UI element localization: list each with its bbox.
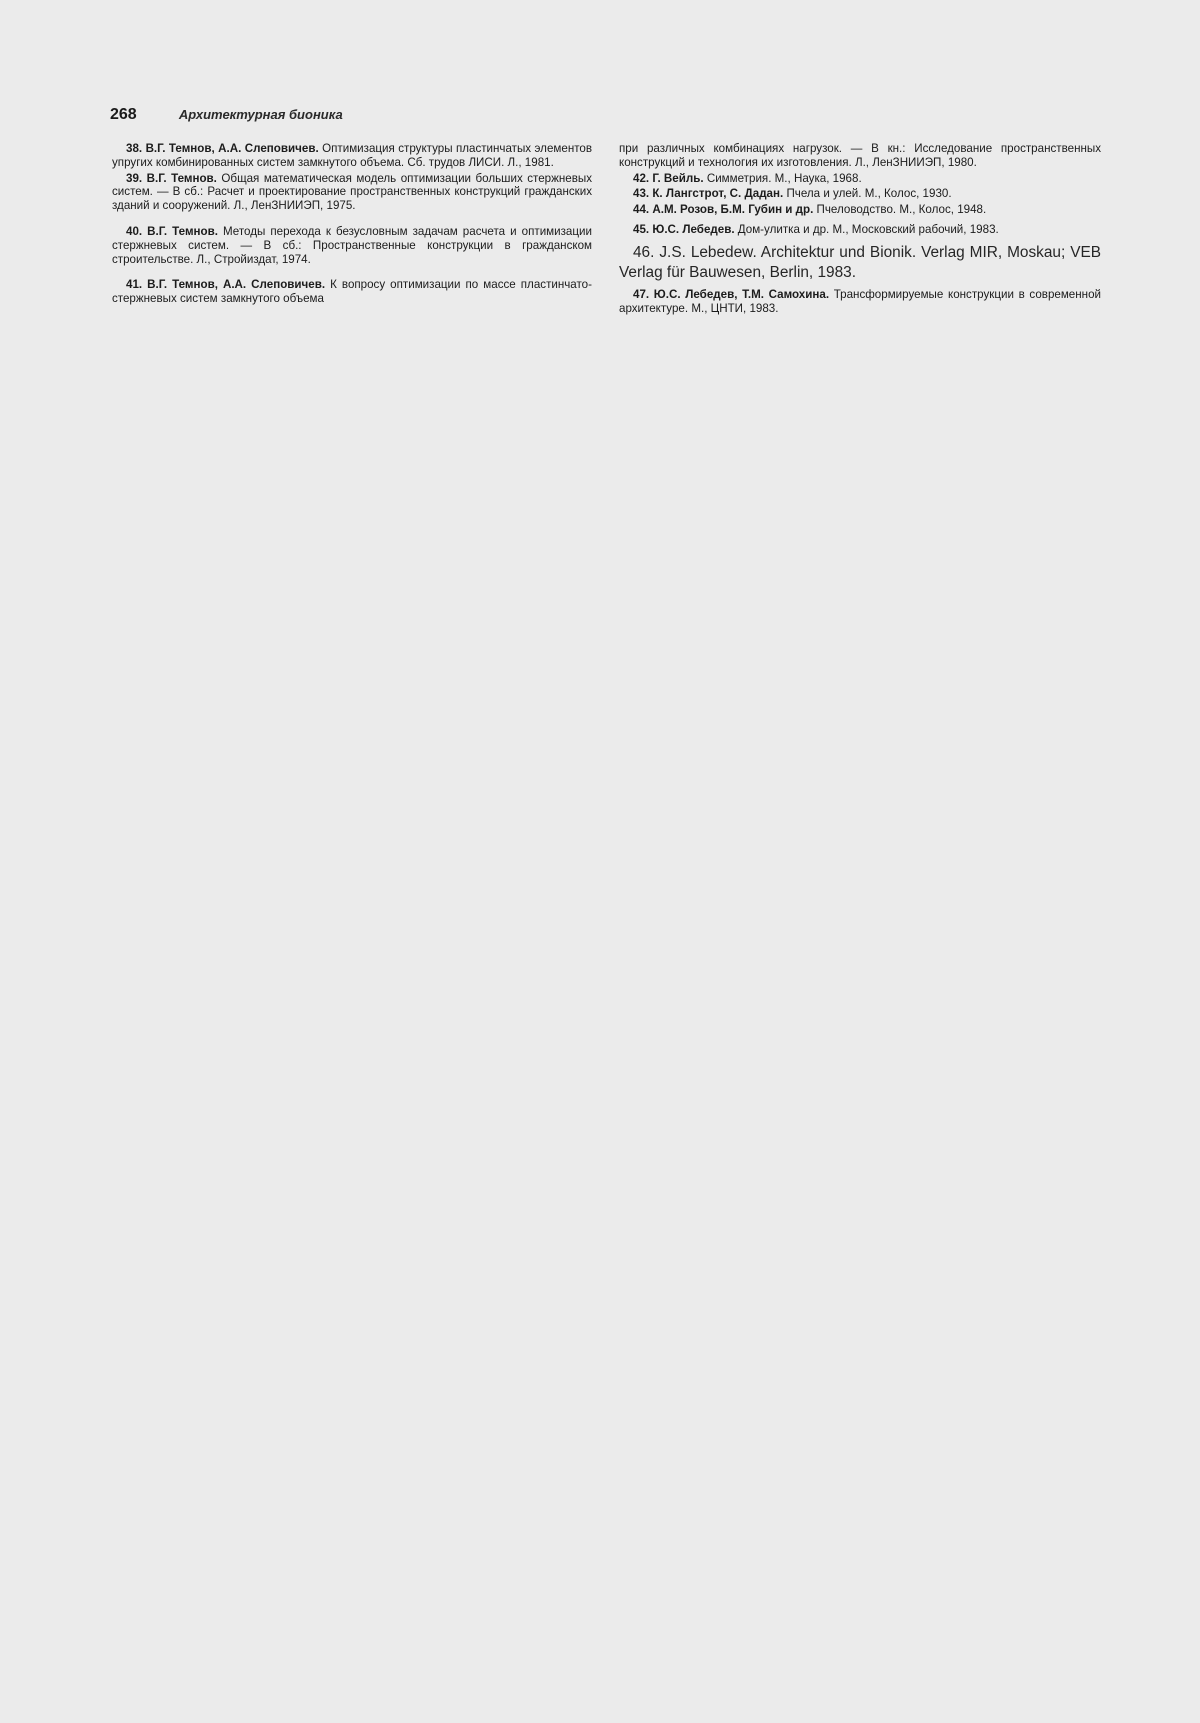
reference-number: 38. xyxy=(126,142,143,155)
page-number: 268 xyxy=(110,106,137,123)
reference-authors: В.Г. Темнов. xyxy=(146,171,217,185)
reference-authors: Г. Вейль. xyxy=(652,171,704,185)
reference-39 xyxy=(112,172,592,213)
reference-text: J.S. Lebedew. Architektur und Bionik. Verlag MIR, Moskau; VEB Verlag für Bauwesen, Berlin, 1983. xyxy=(619,243,1101,282)
reference-authors: В.Г. Темнов, А.А. Слеповичев. xyxy=(147,278,326,292)
reference-47 xyxy=(619,288,1101,316)
reference-text: Трансформируемые конструкции в современной архитектуре. М., ЦНТИ, 1983. xyxy=(619,287,1101,315)
reference-number: 43. xyxy=(633,187,650,201)
reference-text: Пчела и улей. М., Колос, 1930. xyxy=(786,187,952,201)
reference-41 xyxy=(112,278,592,306)
reference-text: К вопросу оптимизации по массе пластинчато-стержневых систем замкнутого объема xyxy=(112,278,592,306)
references-right-column xyxy=(619,142,1101,321)
reference-authors: В.Г. Темнов, А.А. Слеповичев. xyxy=(145,142,319,155)
reference-text: Методы перехода к безусловным задачам расчета и оптимизации стержневых систем. — В сб.: Пространственные конструкции в гражданском строительстве. Л., Стройиздат, 1974. xyxy=(112,224,592,266)
reference-40 xyxy=(112,225,592,266)
book-title: Архитектурная бионика xyxy=(178,107,343,122)
reference-number: 47. xyxy=(633,287,650,301)
reference-number: 45. xyxy=(633,222,650,236)
reference-text: Оптимизация структуры пластинчатых элементов упругих комбинированных систем замкнутого объема. Сб. трудов ЛИСИ. Л., 1981. xyxy=(112,142,593,169)
reference-text: Общая математическая модель оптимизации больших стержневых систем. — В сб.: Расчет и проектирование пространственных конструкций гражданских зданий и сооружений. Л., ЛенЗНИИЭП, 1975. xyxy=(112,171,593,213)
reference-number: 40. xyxy=(126,224,143,238)
reference-authors: А.М. Розов, Б.М. Губин и др. xyxy=(652,203,814,217)
reference-46 xyxy=(619,243,1101,284)
reference-authors: Ю.С. Лебедев. xyxy=(652,222,735,236)
reference-number: 41. xyxy=(126,278,143,292)
references-left-column xyxy=(112,142,592,312)
reference-number: 42. xyxy=(633,171,650,185)
reference-number: 46. xyxy=(633,243,655,261)
reference-text: Дом-улитка и др. М., Московский рабочий, 1983. xyxy=(737,222,999,236)
reference-38 xyxy=(112,142,592,170)
reference-number: 39. xyxy=(126,171,143,185)
reference-number: 44. xyxy=(633,203,650,217)
reference-authors: Ю.С. Лебедев, Т.М. Самохина. xyxy=(653,287,830,301)
reference-45 xyxy=(619,223,1101,237)
reference-42 xyxy=(619,172,1101,186)
reference-43 xyxy=(619,187,1101,201)
reference-44 xyxy=(619,203,1101,217)
reference-41-continuation: при различных комбинациях нагрузок. — В кн.: Исследование пространственных конструкций и технология их изготовления. Л., ЛенЗНИИЭП, 1980. xyxy=(619,142,1101,169)
reference-authors: К. Лангстрот, С. Дадан. xyxy=(652,187,784,201)
reference-text: Пчеловодство. М., Колос, 1948. xyxy=(816,203,987,217)
reference-text: Симметрия. М., Наука, 1968. xyxy=(706,171,862,185)
reference-authors: В.Г. Темнов. xyxy=(147,224,218,238)
running-head xyxy=(110,105,343,125)
